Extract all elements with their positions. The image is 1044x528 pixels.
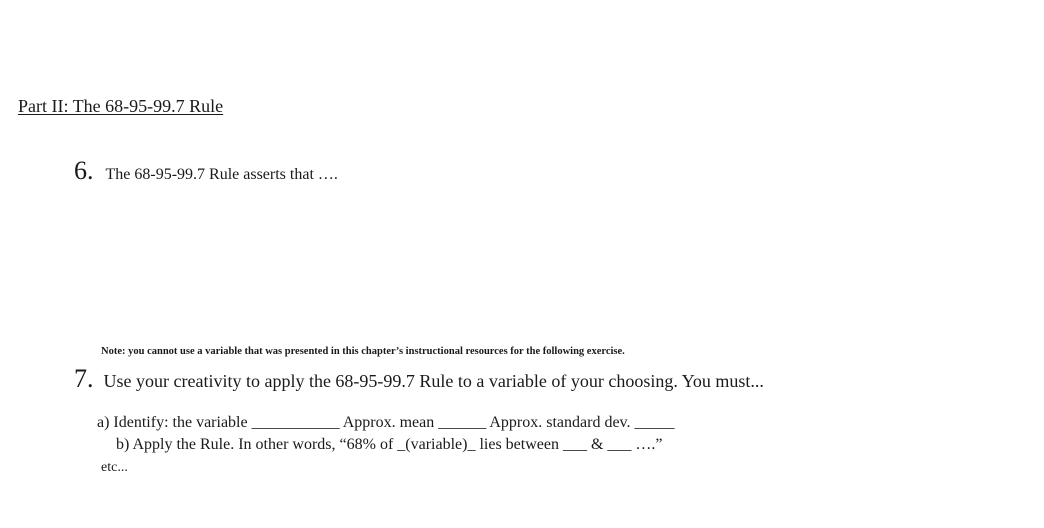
question-6 — [74, 158, 338, 184]
question-6-number: 6. — [74, 156, 94, 185]
question-7-text: Use your creativity to apply the 68-95-99.7 Rule to a variable of your choosing. You must... — [103, 371, 764, 391]
section-heading: Part II: The 68-95-99.7 Rule — [18, 96, 224, 116]
question-7-part-b: b) Apply the Rule. In other words, “68% of _(variable)_ lies between ___ & ___ ….” — [116, 436, 663, 453]
question-7-part-a: a) Identify: the variable ___________ Approx. mean ______ Approx. standard dev. _____ — [97, 414, 675, 431]
question-7-number: 7. — [74, 364, 94, 393]
question-7 — [74, 366, 764, 392]
question-6-text: The 68-95-99.7 Rule asserts that …. — [105, 166, 338, 183]
exercise-note: Note: you cannot use a variable that was presented in this chapter’s instructional resources for the following exercise. — [101, 346, 625, 357]
question-7-part-c: etc... — [101, 460, 128, 475]
